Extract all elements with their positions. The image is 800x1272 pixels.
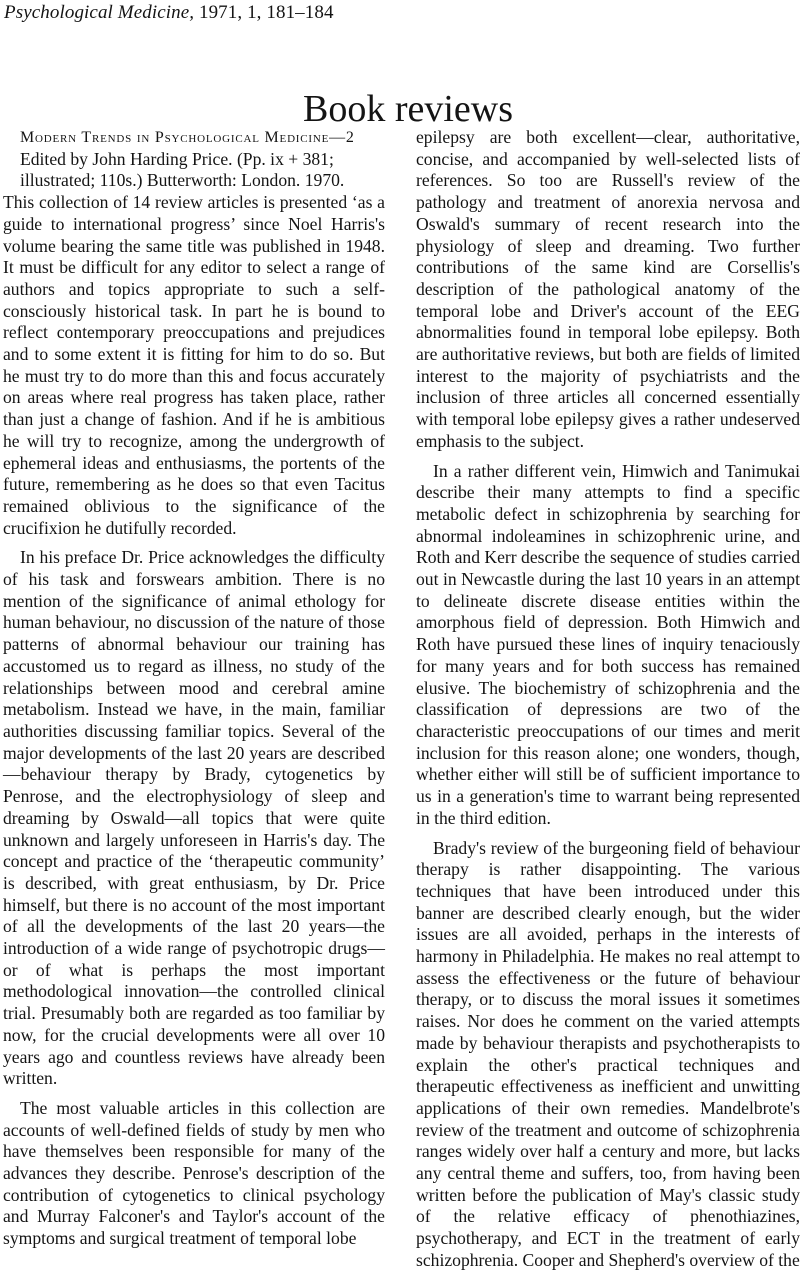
paragraph: In a rather different vein, Himwich and Tanimukai describe their many attempts to find a specific metabolic defect in schizophrenia by searching for abnormal indoleamines in schizophrenic urine, and Roth and Kerr describe the sequence of studies carried out in Newcastle during the last 10 years in an attempt to delineate discrete disease entities within the amorphous field of depression. Both Himwich and Roth have pursued these lines of inquiry tenaciously for many years and for both success has remained elusive. The biochemistry of schizophrenia and the classification of depressions are two of the characteristic preoccupations of our times and merit inclusion for this reason alone; one wonders, though, whether either will still be of sufficient importance to us in a generation's time to warrant being represented in the third edition. [416, 460, 800, 828]
paragraph: The most valuable articles in this collection are accounts of well-defined fields of study by men who have themselves been responsible for many of the advances they describe. Penrose's description of the contribution of cytogenetics to clinical psychology and Murray Falconer's and Taylor's account of the symptoms and surgical treatment of temporal lobe [3, 1097, 385, 1249]
paragraph: Brady's review of the burgeoning field of behaviour therapy is rather disappointing. The various techniques that have been introduced under this banner are described clearly enough, but the wider issues are all avoided, perhaps in the interests of harmony in Philadelphia. He makes no real attempt to assess the effectiveness or the future of behaviour therapy, or to discuss the moral issues it sometimes raises. Nor does he comment on the varied attempts made by behaviour therapists and psychotherapists to explain the other's practical techniques and therapeutic effectiveness as inefficient and unwitting applications of their own remedies. Mandelbrote's review of the treatment and outcome of schizophrenia ranges widely over half a century and more, but lacks any central theme and suffers, too, from having been written before the publication of May's classic study of the relative efficacy of phenothiazines, psychotherapy, and ECT in the treatment of early schizophrenia. Cooper and Shepherd's overview of the [416, 837, 800, 1270]
review-details-line-2: illustrated; 110s.) Butterworth: London. 1970. [20, 170, 345, 191]
section-title-text: Book reviews [303, 88, 514, 131]
right-column [416, 127, 800, 1272]
paragraph: This collection of 14 review articles is presented ‘as a guide to international progress’ since Noel Harris's volume bearing the same title was published in 1948. It must be difficult for any editor to select a range of authors and topics appropriate to such a self-consciously historical task. In part he is bound to reflect contemporary preoccupations and prejudices and to some extent it is fitting for him to do so. But he must try to do more than this and focus accurately on areas where real progress has taken place, rather than just a change of fashion. And if he is ambitious he will try to recognize, among the undergrowth of ephemeral ideas and enthusiasms, the portents of the future, remembering as he does so that even Tacitus remained oblivious to the significance of the crucifixion he dutifully recorded. [3, 192, 385, 538]
review-book-details [3, 149, 385, 192]
paragraph: epilepsy are both excellent—clear, authoritative, concise, and accompanied by well-selected lists of references. So too are Russell's review of the pathology and treatment of anorexia nervosa and Oswald's summary of recent research into the physiology of sleep and dreaming. Two further contributions of the same kind are Corsellis's description of the pathological anatomy of the temporal lobe and Driver's account of the EEG abnormalities found in temporal lobe epilepsy. Both are authoritative reviews, but both are fields of limited interest to the majority of psychiatrists and the inclusion of three articles all concerned essentially with temporal lobe epilepsy gives a rather undeserved emphasis to the subject. [416, 127, 800, 451]
review-book-title: Modern Trends in Psychological Medicine—2 [20, 129, 355, 146]
running-head [4, 2, 334, 24]
journal-citation: 1971, 1, 181–184 [198, 2, 334, 23]
paragraph: In his preface Dr. Price acknowledges the difficulty of his task and forswears ambition. There is no mention of the significance of animal ethology for human behaviour, no discussion of the nature of those patterns of abnormal behaviour our training has accustomed us to regard as illness, no study of the relationships between mood and cerebral amine metabolism. Instead we have, in the main, familiar authorities discussing familiar topics. Several of the major developments of the last 20 years are described —behaviour therapy by Brady, cytogenetics by Penrose, and the electrophysiology of sleep and dreaming by Oswald—all topics that were quite unknown and largely unforeseen in Harris's day. The concept and practice of the ‘therapeutic community’ is described, with great enthusiasm, by Dr. Price himself, but there is no account of the most important of all the developments of the last 20 years—the introduction of a wide range of psychotropic drugs—or of what is perhaps the most important methodological innovation—the controlled clinical trial. Presumably both are regarded as too familiar by now, for the crucial developments were all over 10 years ago and countless reviews have already been written. [3, 547, 385, 1089]
review-details-line-1: Edited by John Harding Price. (Pp. ix + 381; [20, 148, 334, 169]
journal-name: Psychological Medicine, [4, 2, 195, 23]
left-column [3, 127, 385, 1250]
